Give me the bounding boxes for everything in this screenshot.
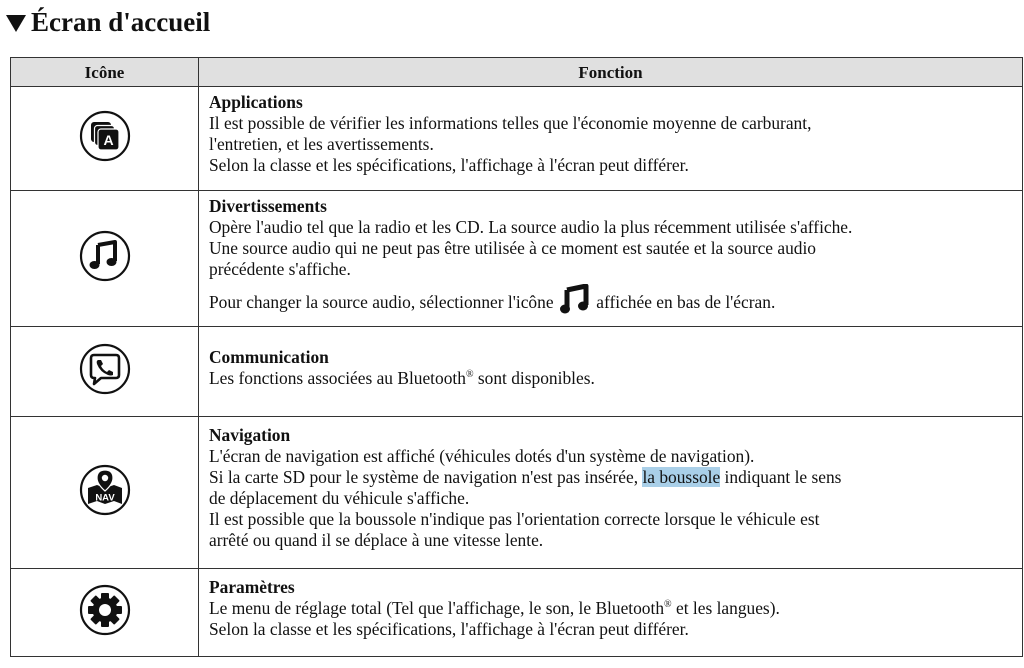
row-title: Divertissements: [209, 196, 327, 216]
text-before-icon: Pour changer la source audio, sélectionner l'icône: [209, 292, 554, 312]
row-text-line: Il est possible que la boussole n'indique pas l'orientation correcte lorsque le véhicule est: [209, 509, 820, 529]
text-segment: sont disponibles.: [473, 368, 595, 388]
nav-icon-text: NAV: [94, 492, 115, 504]
icon-function-table: [10, 57, 1023, 657]
section-heading: [6, 4, 210, 40]
row-title: Paramètres: [209, 577, 295, 597]
nav-pin-icon: [79, 464, 131, 516]
header-icon: Icône: [11, 58, 199, 87]
text-segment: Si la carte SD pour le système de navigation n'est pas insérée,: [209, 467, 643, 487]
function-cell: [199, 569, 1023, 657]
triangle-down-icon: [6, 15, 26, 32]
table-row-communication: [11, 327, 1023, 417]
music-note-icon: [560, 284, 590, 314]
highlighted-text: la boussole: [642, 467, 721, 487]
function-cell: [199, 417, 1023, 569]
row-text-line: arrêté ou quand il se déplace à une vitesse lente.: [209, 530, 544, 550]
registered-mark: ®: [465, 369, 474, 381]
function-cell: [199, 327, 1023, 417]
row-title: Communication: [209, 347, 329, 367]
section-title: Écran d'accueil: [31, 7, 211, 37]
row-text-line: [209, 467, 1018, 488]
table-header-row: [11, 58, 1023, 87]
text-segment: Les fonctions associées au Bluetooth: [209, 368, 466, 388]
table-row-parametres: [11, 569, 1023, 657]
svg-text:A: A: [102, 132, 114, 148]
row-text-line: Opère l'audio tel que la radio et les CD. La source audio la plus récemment utilisée s'affiche.: [209, 217, 853, 237]
row-text-line: de déplacement du véhicule s'affiche.: [209, 488, 470, 508]
icon-cell: [11, 87, 199, 191]
row-text-line: Selon la classe et les spécifications, l'affichage à l'écran peut différer.: [209, 155, 689, 175]
text-segment: et les langues).: [671, 598, 780, 618]
registered-mark: ®: [664, 599, 672, 611]
row-text-line: L'écran de navigation est affiché (véhicules dotés d'un système de navigation).: [209, 446, 755, 466]
row-text-line: Une source audio qui ne peut pas être utilisée à ce moment est sautée et la source audio: [209, 238, 816, 258]
text-after-icon: affichée en bas de l'écran.: [596, 292, 776, 312]
row-text-line: [209, 368, 1018, 389]
row-text-line: précédente s'affiche.: [209, 259, 351, 279]
header-function: Fonction: [199, 58, 1023, 87]
text-segment: Le menu de réglage total (Tel que l'affichage, le son, le Bluetooth: [209, 598, 665, 618]
icon-cell: [11, 569, 199, 657]
music-note-icon: [79, 230, 131, 282]
icon-cell: [11, 417, 199, 569]
text-segment: indiquant le sens: [720, 467, 842, 487]
table-row-applications: [11, 87, 1023, 191]
function-cell: [199, 191, 1023, 327]
row-text-line: Il est possible de vérifier les informations telles que l'économie moyenne de carburant,: [209, 113, 812, 133]
row-text-line: [209, 598, 1018, 619]
row-title: Navigation: [209, 425, 291, 445]
function-cell: [199, 87, 1023, 191]
row-text-line: [209, 284, 1018, 314]
icon-cell: [11, 191, 199, 327]
phone-chat-icon: [79, 343, 131, 395]
applications-icon: [79, 110, 131, 162]
table-row-navigation: [11, 417, 1023, 569]
icon-cell: [11, 327, 199, 417]
row-text-line: l'entretien, et les avertissements.: [209, 134, 434, 154]
row-text-line: Selon la classe et les spécifications, l'affichage à l'écran peut différer.: [209, 619, 689, 639]
table-row-divertissements: [11, 191, 1023, 327]
gear-icon: [79, 584, 131, 636]
row-title: Applications: [209, 92, 303, 112]
